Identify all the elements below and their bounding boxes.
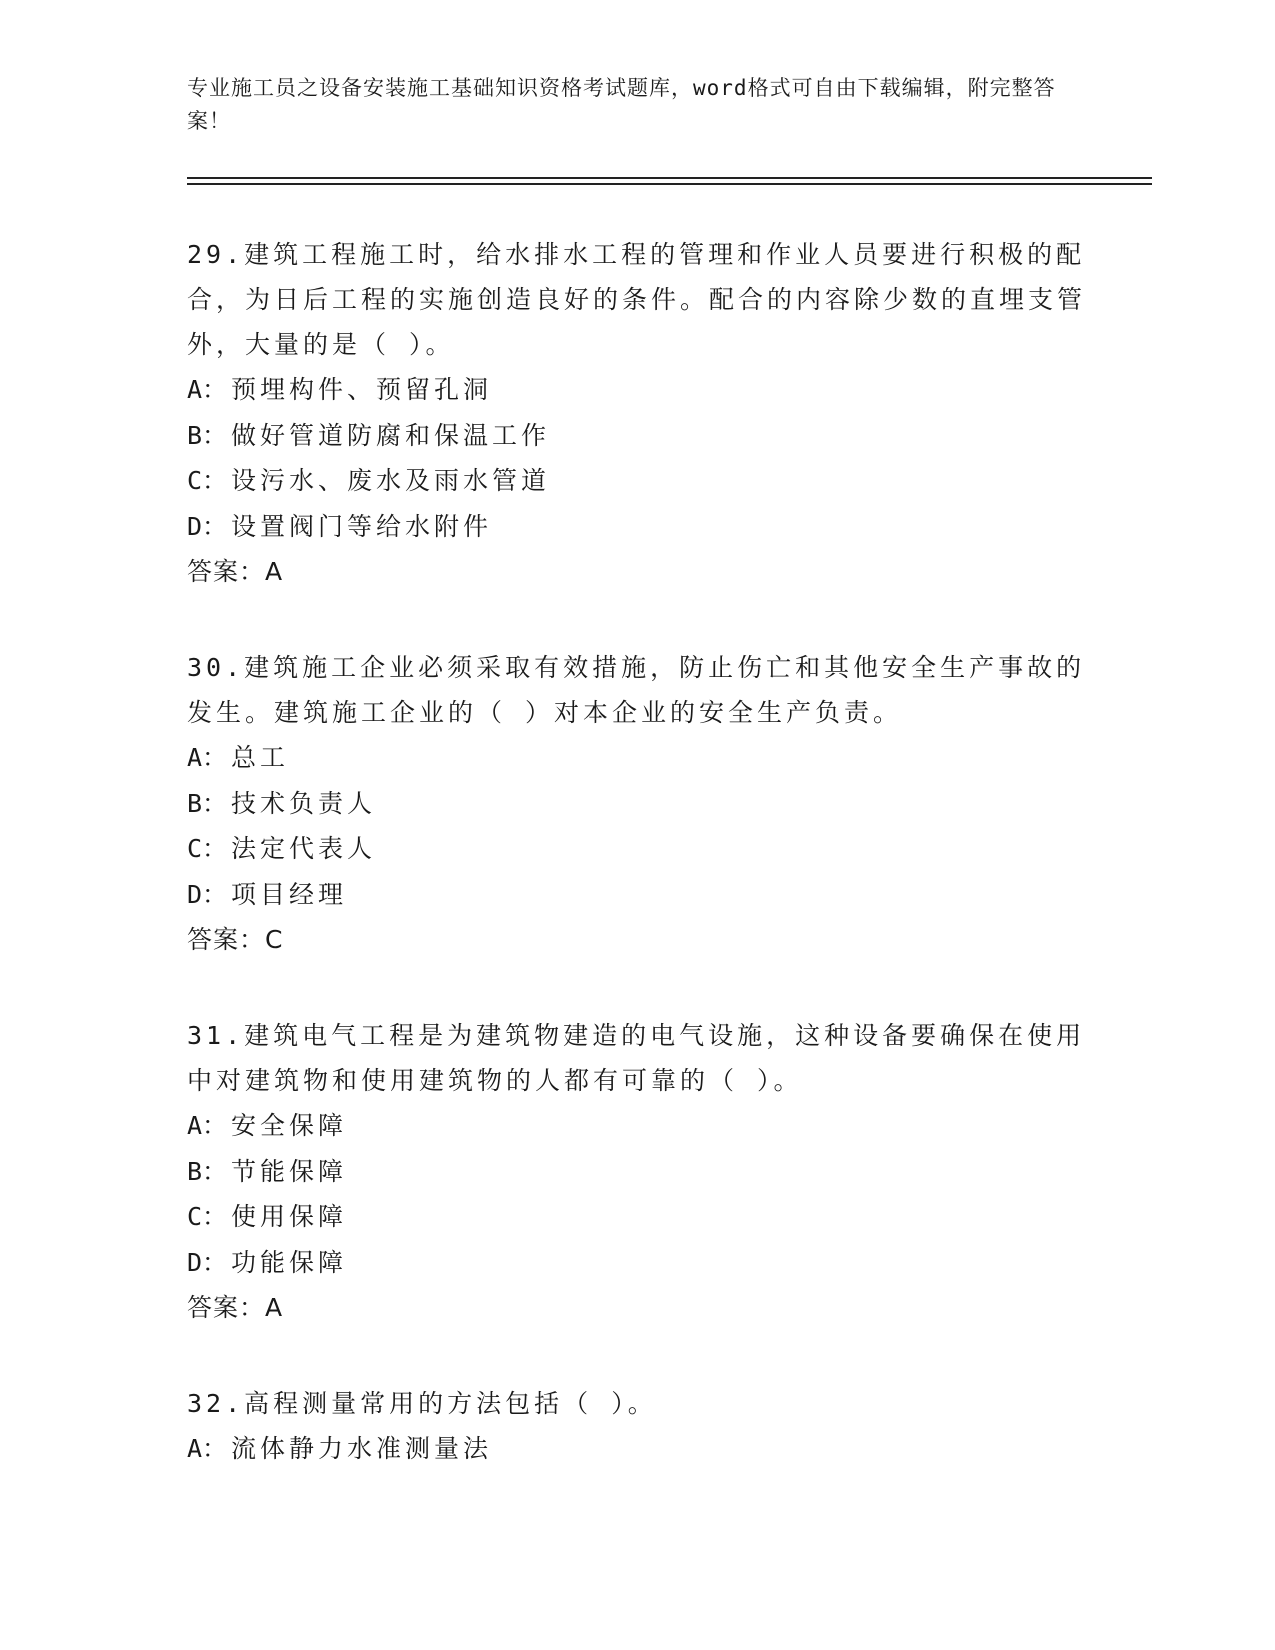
option-text: 使用保障 [231,1202,348,1231]
option-key: A： [187,375,228,404]
answer-line: 答案：C [187,925,284,954]
option-a [187,1426,1087,1472]
document-header: 专业施工员之设备安装施工基础知识资格考试题库，word格式可自由下载编辑，附完整答案！ [187,76,1056,133]
option-key: B： [187,788,228,818]
option-c [187,458,1087,504]
option-text: 项目经理 [231,879,348,909]
option-text: 做好管道防腐和保温工作 [231,420,551,450]
option-key: B： [187,420,228,450]
option-text: 设置阀门等给水附件 [231,511,493,541]
option-c [187,826,1087,872]
question-31 [187,1013,1087,1330]
header-divider-top [187,177,1152,179]
question-stem: 32.高程测量常用的方法包括（ ）。 [187,1389,657,1418]
option-text: 总工 [231,743,290,772]
option-key: D： [187,879,228,909]
option-key: C： [187,466,228,495]
option-a [187,367,1087,413]
question-list [187,232,1087,1523]
option-key: C： [187,834,228,863]
option-key: D： [187,511,228,541]
option-b [187,781,1087,827]
option-key: A： [187,743,228,772]
option-d [187,872,1087,918]
option-text: 设污水、废水及雨水管道 [231,466,551,495]
option-text: 流体静力水准测量法 [231,1434,493,1463]
option-text: 预埋构件、预留孔洞 [231,375,493,404]
option-d [187,1240,1087,1286]
option-text: 技术负责人 [231,788,377,818]
question-stem: 29.建筑工程施工时，给水排水工程的管理和作业人员要进行积极的配合，为日后工程的实施创造良好的条件。配合的内容除少数的直埋支管外，大量的是（ ）。 [187,240,1087,359]
option-b [187,1149,1087,1195]
question-30 [187,645,1087,962]
option-text: 节能保障 [231,1156,348,1186]
header-divider-bottom [187,183,1152,185]
option-key: C： [187,1202,228,1231]
option-a [187,735,1087,781]
answer-line: 答案：A [187,557,284,586]
option-text: 安全保障 [231,1111,348,1140]
option-a [187,1103,1087,1149]
option-key: A： [187,1111,228,1140]
option-key: B： [187,1156,228,1186]
option-key: D： [187,1247,228,1277]
option-text: 法定代表人 [231,834,377,863]
answer-line: 答案：A [187,1293,284,1322]
option-b [187,413,1087,459]
option-text: 功能保障 [231,1247,348,1277]
question-stem: 30.建筑施工企业必须采取有效措施，防止伤亡和其他安全生产事故的发生。建筑施工企业的（ ）对本企业的安全生产负责。 [187,653,1086,727]
option-key: A： [187,1434,228,1463]
option-c [187,1194,1087,1240]
option-d [187,504,1087,550]
question-stem: 31.建筑电气工程是为建筑物建造的电气设施，这种设备要确保在使用中对建筑物和使用建筑物的人都有可靠的（ ）。 [187,1021,1086,1095]
question-29 [187,232,1087,594]
question-32 [187,1381,1087,1472]
